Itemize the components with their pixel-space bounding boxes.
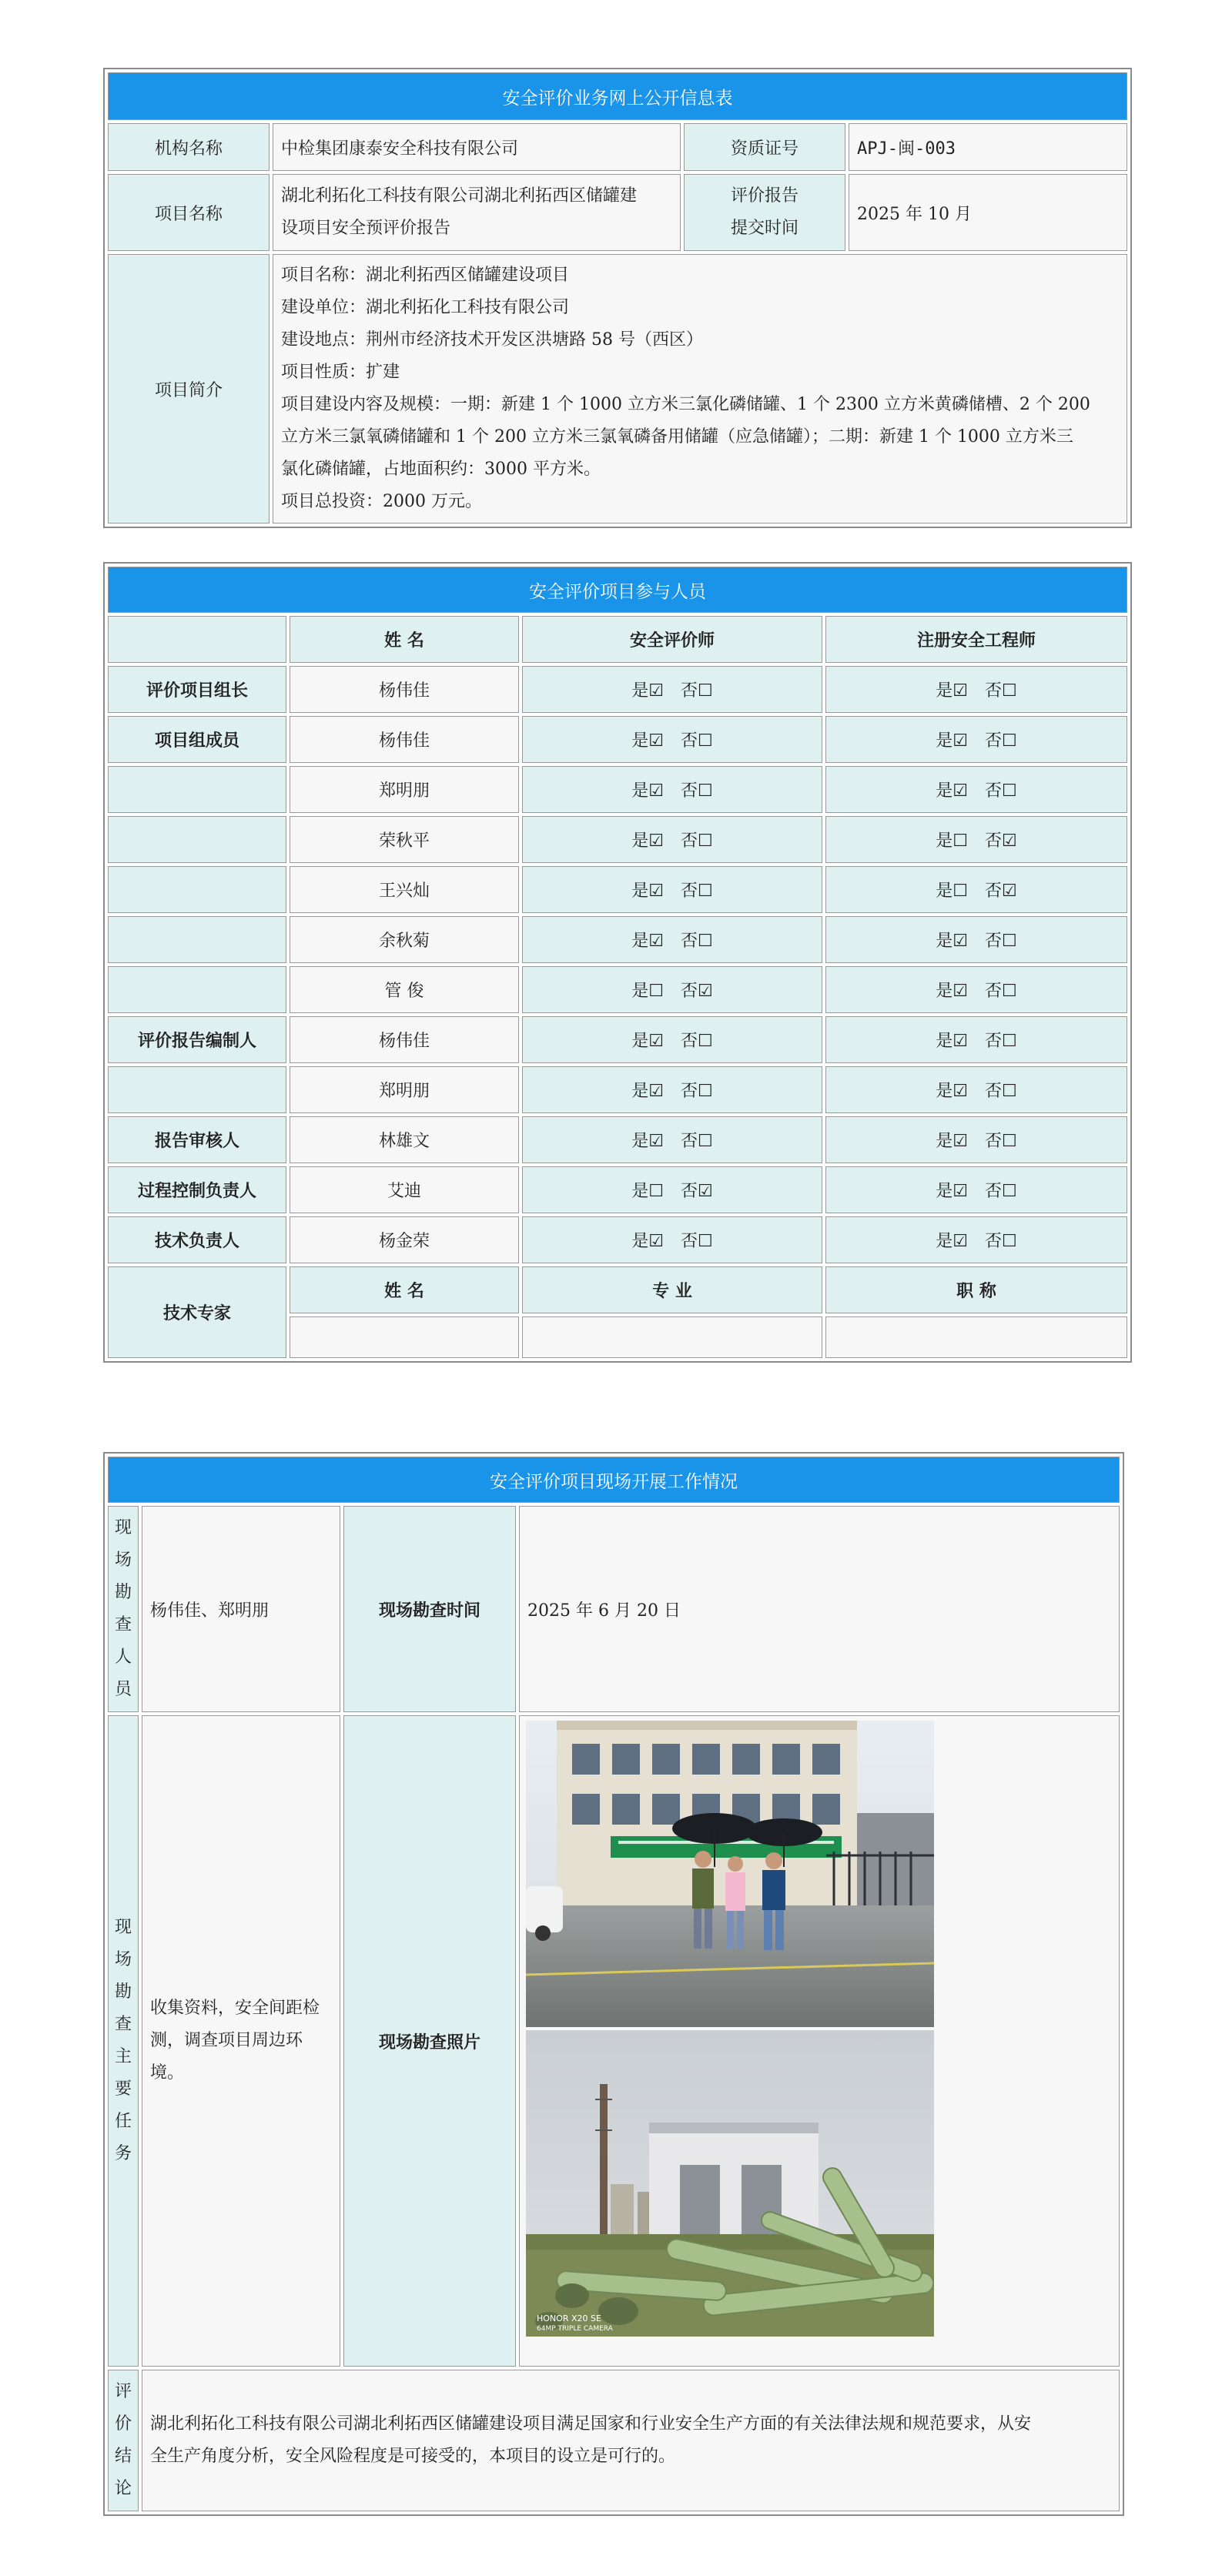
personnel-row — [108, 1066, 1127, 1113]
project-line: 湖北利拓化工科技有限公司湖北利拓西区储罐建 — [281, 186, 638, 206]
site-task-label-char: 务 — [114, 2144, 132, 2163]
expert-name-cell — [290, 1316, 519, 1358]
intro-line: 项目性质：扩建 — [281, 363, 400, 382]
engineer-check-cell: 是☑ 否☐ — [825, 1066, 1127, 1113]
cert-label: 资质证号 — [684, 123, 845, 171]
report-time-label — [684, 174, 845, 251]
site-photo-cell — [519, 1715, 1120, 2367]
cert-value: APJ-闽-003 — [849, 123, 1127, 171]
evaluator-header: 安全评价师 — [522, 616, 822, 663]
personnel-table-title: 安全评价项目参与人员 — [108, 567, 1127, 613]
conclusion-label-char: 评 — [114, 2382, 132, 2401]
intro-line: 项目建设内容及规模：一期：新建 1 个 1000 立方米三氯化磷储罐、1 个 2300 立方米黄磷储槽、2 个 200 — [281, 395, 1090, 414]
personnel-row — [108, 966, 1127, 1013]
intro-line: 立方米三氯氧磷储罐和 1 个 200 立方米三氯氧磷备用储罐（应急储罐）；二期：新建 1 个 1000 立方米三 — [281, 427, 1073, 447]
site-table — [103, 1452, 1124, 2516]
site-staff-label-char: 人 — [114, 1648, 132, 1667]
evaluator-check-cell: 是☑ 否☐ — [522, 866, 822, 913]
conclusion-value — [142, 2370, 1120, 2511]
conclusion-line: 全生产角度分析，安全风险程度是可接受的，本项目的设立是可行的。 — [150, 2447, 676, 2466]
engineer-check-cell: 是☑ 否☐ — [825, 916, 1127, 963]
role-cell: 过程控制负责人 — [108, 1166, 286, 1213]
conclusion-label-char: 结 — [114, 2447, 132, 2466]
photo-watermark: HONOR X20 SE — [537, 2313, 601, 2323]
info-table-title: 安全评价业务网上公开信息表 — [108, 72, 1127, 120]
evaluator-check-cell: 是☑ 否☐ — [522, 666, 822, 713]
evaluator-check-cell: 是☑ 否☐ — [522, 1016, 822, 1063]
conclusion-label — [108, 2370, 139, 2511]
evaluator-check-cell: 是☑ 否☐ — [522, 916, 822, 963]
role-cell: 报告审核人 — [108, 1116, 286, 1163]
role-cell — [108, 1066, 286, 1113]
site-table-title: 安全评价项目现场开展工作情况 — [108, 1457, 1120, 1503]
personnel-row — [108, 1116, 1127, 1163]
name-cell: 杨金荣 — [290, 1216, 519, 1263]
role-header — [108, 616, 286, 663]
engineer-check-cell: 是☐ 否☑ — [825, 866, 1127, 913]
role-cell — [108, 816, 286, 863]
name-cell: 杨伟佳 — [290, 666, 519, 713]
intro-line: 项目总投资：2000 万元。 — [281, 492, 482, 511]
role-cell — [108, 966, 286, 1013]
intro-value — [273, 254, 1127, 524]
role-cell — [108, 866, 286, 913]
intro-line: 建设单位：湖北利拓化工科技有限公司 — [281, 298, 570, 317]
evaluator-check-cell: 是☐ 否☑ — [522, 966, 822, 1013]
name-cell: 林雄文 — [290, 1116, 519, 1163]
site-photo-label: 现场勘查照片 — [343, 1715, 516, 2367]
expert-major-header: 专 业 — [522, 1266, 822, 1313]
personnel-table — [103, 562, 1132, 1363]
report-time-value: 2025 年 10 月 — [849, 174, 1127, 251]
project-value — [273, 174, 681, 251]
engineer-check-cell: 是☑ 否☐ — [825, 1116, 1127, 1163]
personnel-row — [108, 716, 1127, 763]
name-cell: 郑明朋 — [290, 1066, 519, 1113]
report-time-label-line: 评价报告 — [730, 186, 798, 206]
role-cell — [108, 916, 286, 963]
site-task-label — [108, 1715, 139, 2367]
site-staff-value: 杨伟佳、郑明朋 — [142, 1506, 340, 1712]
site-task-label-char: 现 — [114, 1918, 132, 1937]
personnel-row — [108, 866, 1127, 913]
personnel-row — [108, 816, 1127, 863]
site-time-label: 现场勘查时间 — [343, 1506, 516, 1712]
conclusion-line: 湖北利拓化工科技有限公司湖北利拓西区储罐建设项目满足国家和行业安全生产方面的有关法律法规和规范要求，从安 — [150, 2414, 1032, 2434]
project-line: 设项目安全预评价报告 — [281, 219, 451, 238]
site-staff-label-char: 员 — [114, 1680, 132, 1699]
site-task-line: 收集资料，安全间距检 — [150, 1999, 320, 2018]
personnel-row — [108, 666, 1127, 713]
name-cell: 荣秋平 — [290, 816, 519, 863]
engineer-check-cell: 是☑ 否☐ — [825, 716, 1127, 763]
engineer-check-cell: 是☑ 否☐ — [825, 766, 1127, 813]
site-photo-pipes — [526, 2030, 934, 2337]
personnel-row — [108, 1216, 1127, 1263]
role-cell: 技术负责人 — [108, 1216, 286, 1263]
intro-line: 建设地点：荆州市经济技术开发区洪塘路 58 号（西区） — [281, 330, 703, 350]
engineer-check-cell: 是☑ 否☐ — [825, 1216, 1127, 1263]
site-staff-label-char: 查 — [114, 1615, 132, 1634]
site-time-value: 2025 年 6 月 20 日 — [519, 1506, 1120, 1712]
conclusion-label-char: 论 — [114, 2479, 132, 2498]
expert-label: 技术专家 — [108, 1266, 286, 1358]
site-task-label-char: 主 — [114, 2047, 132, 2066]
expert-major-cell — [522, 1316, 822, 1358]
expert-title-cell — [825, 1316, 1127, 1358]
org-label: 机构名称 — [108, 123, 270, 171]
name-header: 姓 名 — [290, 616, 519, 663]
role-cell: 评价报告编制人 — [108, 1016, 286, 1063]
site-staff-label-char: 现 — [114, 1518, 132, 1537]
site-staff-label-char: 勘 — [114, 1583, 132, 1602]
org-value: 中检集团康泰安全科技有限公司 — [273, 123, 681, 171]
photo-watermark: 64MP TRIPLE CAMERA — [537, 2325, 613, 2333]
engineer-check-cell: 是☑ 否☐ — [825, 666, 1127, 713]
engineer-check-cell: 是☑ 否☐ — [825, 1166, 1127, 1213]
engineer-check-cell: 是☑ 否☐ — [825, 1016, 1127, 1063]
evaluator-check-cell: 是☑ 否☐ — [522, 1216, 822, 1263]
site-staff-label-char: 场 — [114, 1551, 132, 1570]
site-task-label-char: 场 — [114, 1950, 132, 1969]
project-label: 项目名称 — [108, 174, 270, 251]
evaluator-check-cell: 是☑ 否☐ — [522, 766, 822, 813]
name-cell: 杨伟佳 — [290, 1016, 519, 1063]
site-photo-building — [526, 1721, 934, 2027]
role-cell: 评价项目组长 — [108, 666, 286, 713]
role-cell — [108, 766, 286, 813]
report-time-label-line: 提交时间 — [730, 219, 798, 238]
site-task-label-char: 要 — [114, 2079, 132, 2099]
site-staff-label — [108, 1506, 139, 1712]
site-task-line: 测，调查项目周边环境。 — [150, 2031, 303, 2083]
evaluator-check-cell: 是☑ 否☐ — [522, 716, 822, 763]
name-cell: 王兴灿 — [290, 866, 519, 913]
info-table — [103, 68, 1132, 528]
personnel-row — [108, 766, 1127, 813]
evaluator-check-cell: 是☑ 否☐ — [522, 1066, 822, 1113]
name-cell: 杨伟佳 — [290, 716, 519, 763]
name-cell: 郑明朋 — [290, 766, 519, 813]
evaluator-check-cell: 是☐ 否☑ — [522, 1166, 822, 1213]
intro-line: 项目名称：湖北利拓西区储罐建设项目 — [281, 266, 570, 285]
engineer-header: 注册安全工程师 — [825, 616, 1127, 663]
engineer-check-cell: 是☐ 否☑ — [825, 816, 1127, 863]
expert-title-header: 职 称 — [825, 1266, 1127, 1313]
site-task-value — [142, 1715, 340, 2367]
conclusion-label-char: 价 — [114, 2414, 132, 2434]
personnel-row — [108, 1016, 1127, 1063]
site-task-label-char: 勘 — [114, 1982, 132, 2002]
site-task-label-char: 查 — [114, 2015, 132, 2034]
evaluator-check-cell: 是☑ 否☐ — [522, 1116, 822, 1163]
role-cell: 项目组成员 — [108, 716, 286, 763]
intro-line: 氯化磷储罐，占地面积约：3000 平方米。 — [281, 460, 601, 479]
name-cell: 艾迪 — [290, 1166, 519, 1213]
name-cell: 余秋菊 — [290, 916, 519, 963]
site-task-label-char: 任 — [114, 2112, 132, 2131]
name-cell: 管 俊 — [290, 966, 519, 1013]
evaluator-check-cell: 是☑ 否☐ — [522, 816, 822, 863]
expert-name-header: 姓 名 — [290, 1266, 519, 1313]
personnel-row — [108, 916, 1127, 963]
intro-label: 项目简介 — [108, 254, 270, 524]
personnel-row — [108, 1166, 1127, 1213]
engineer-check-cell: 是☑ 否☐ — [825, 966, 1127, 1013]
